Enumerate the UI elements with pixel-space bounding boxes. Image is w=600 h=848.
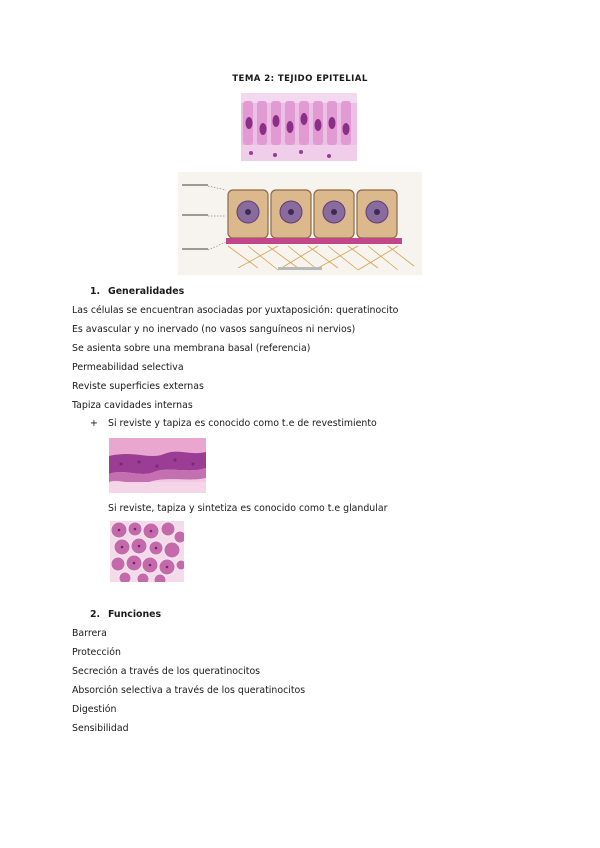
- bullet-mark: +: [90, 418, 98, 429]
- stratified-epithelium-image: [109, 438, 206, 493]
- epithelium-diagram-image: [178, 172, 422, 275]
- section-number: 1.: [90, 286, 101, 297]
- text-line: Se asienta sobre una membrana basal (referencia): [72, 343, 311, 354]
- text-line: Protección: [72, 647, 121, 658]
- text-line: Reviste superficies externas: [72, 381, 204, 392]
- text-line: Tapiza cavidades internas: [72, 400, 193, 411]
- columnar-epithelium-image: [241, 93, 357, 161]
- text-line: Permeabilidad selectiva: [72, 362, 184, 373]
- text-line: Secreción a través de los queratinocitos: [72, 666, 261, 677]
- bullet-item: [90, 418, 377, 429]
- text-line: Las células se encuentran asociadas por yuxtaposición: queratinocito: [72, 305, 399, 316]
- glandular-epithelium-image: [110, 521, 184, 582]
- section-heading-text: Funciones: [108, 609, 162, 620]
- text-line: Sensibilidad: [72, 723, 129, 734]
- section-heading-funciones: [90, 609, 161, 620]
- bullet-text: Si reviste y tapiza es conocido como t.e de revestimiento: [108, 418, 377, 429]
- section-number: 2.: [90, 609, 101, 620]
- section-heading-generalidades: [90, 286, 184, 297]
- section-heading-text: Generalidades: [108, 286, 185, 297]
- text-line: Digestión: [72, 704, 117, 715]
- glandular-text: Si reviste, tapiza y sintetiza es conocido como t.e glandular: [108, 503, 388, 514]
- text-line: Absorción selectiva a través de los queratinocitos: [72, 685, 306, 696]
- text-line: Barrera: [72, 628, 107, 639]
- text-line: Es avascular y no inervado (no vasos sanguíneos ni nervios): [72, 324, 356, 335]
- page-title: TEMA 2: TEJIDO EPITELIAL: [232, 74, 368, 84]
